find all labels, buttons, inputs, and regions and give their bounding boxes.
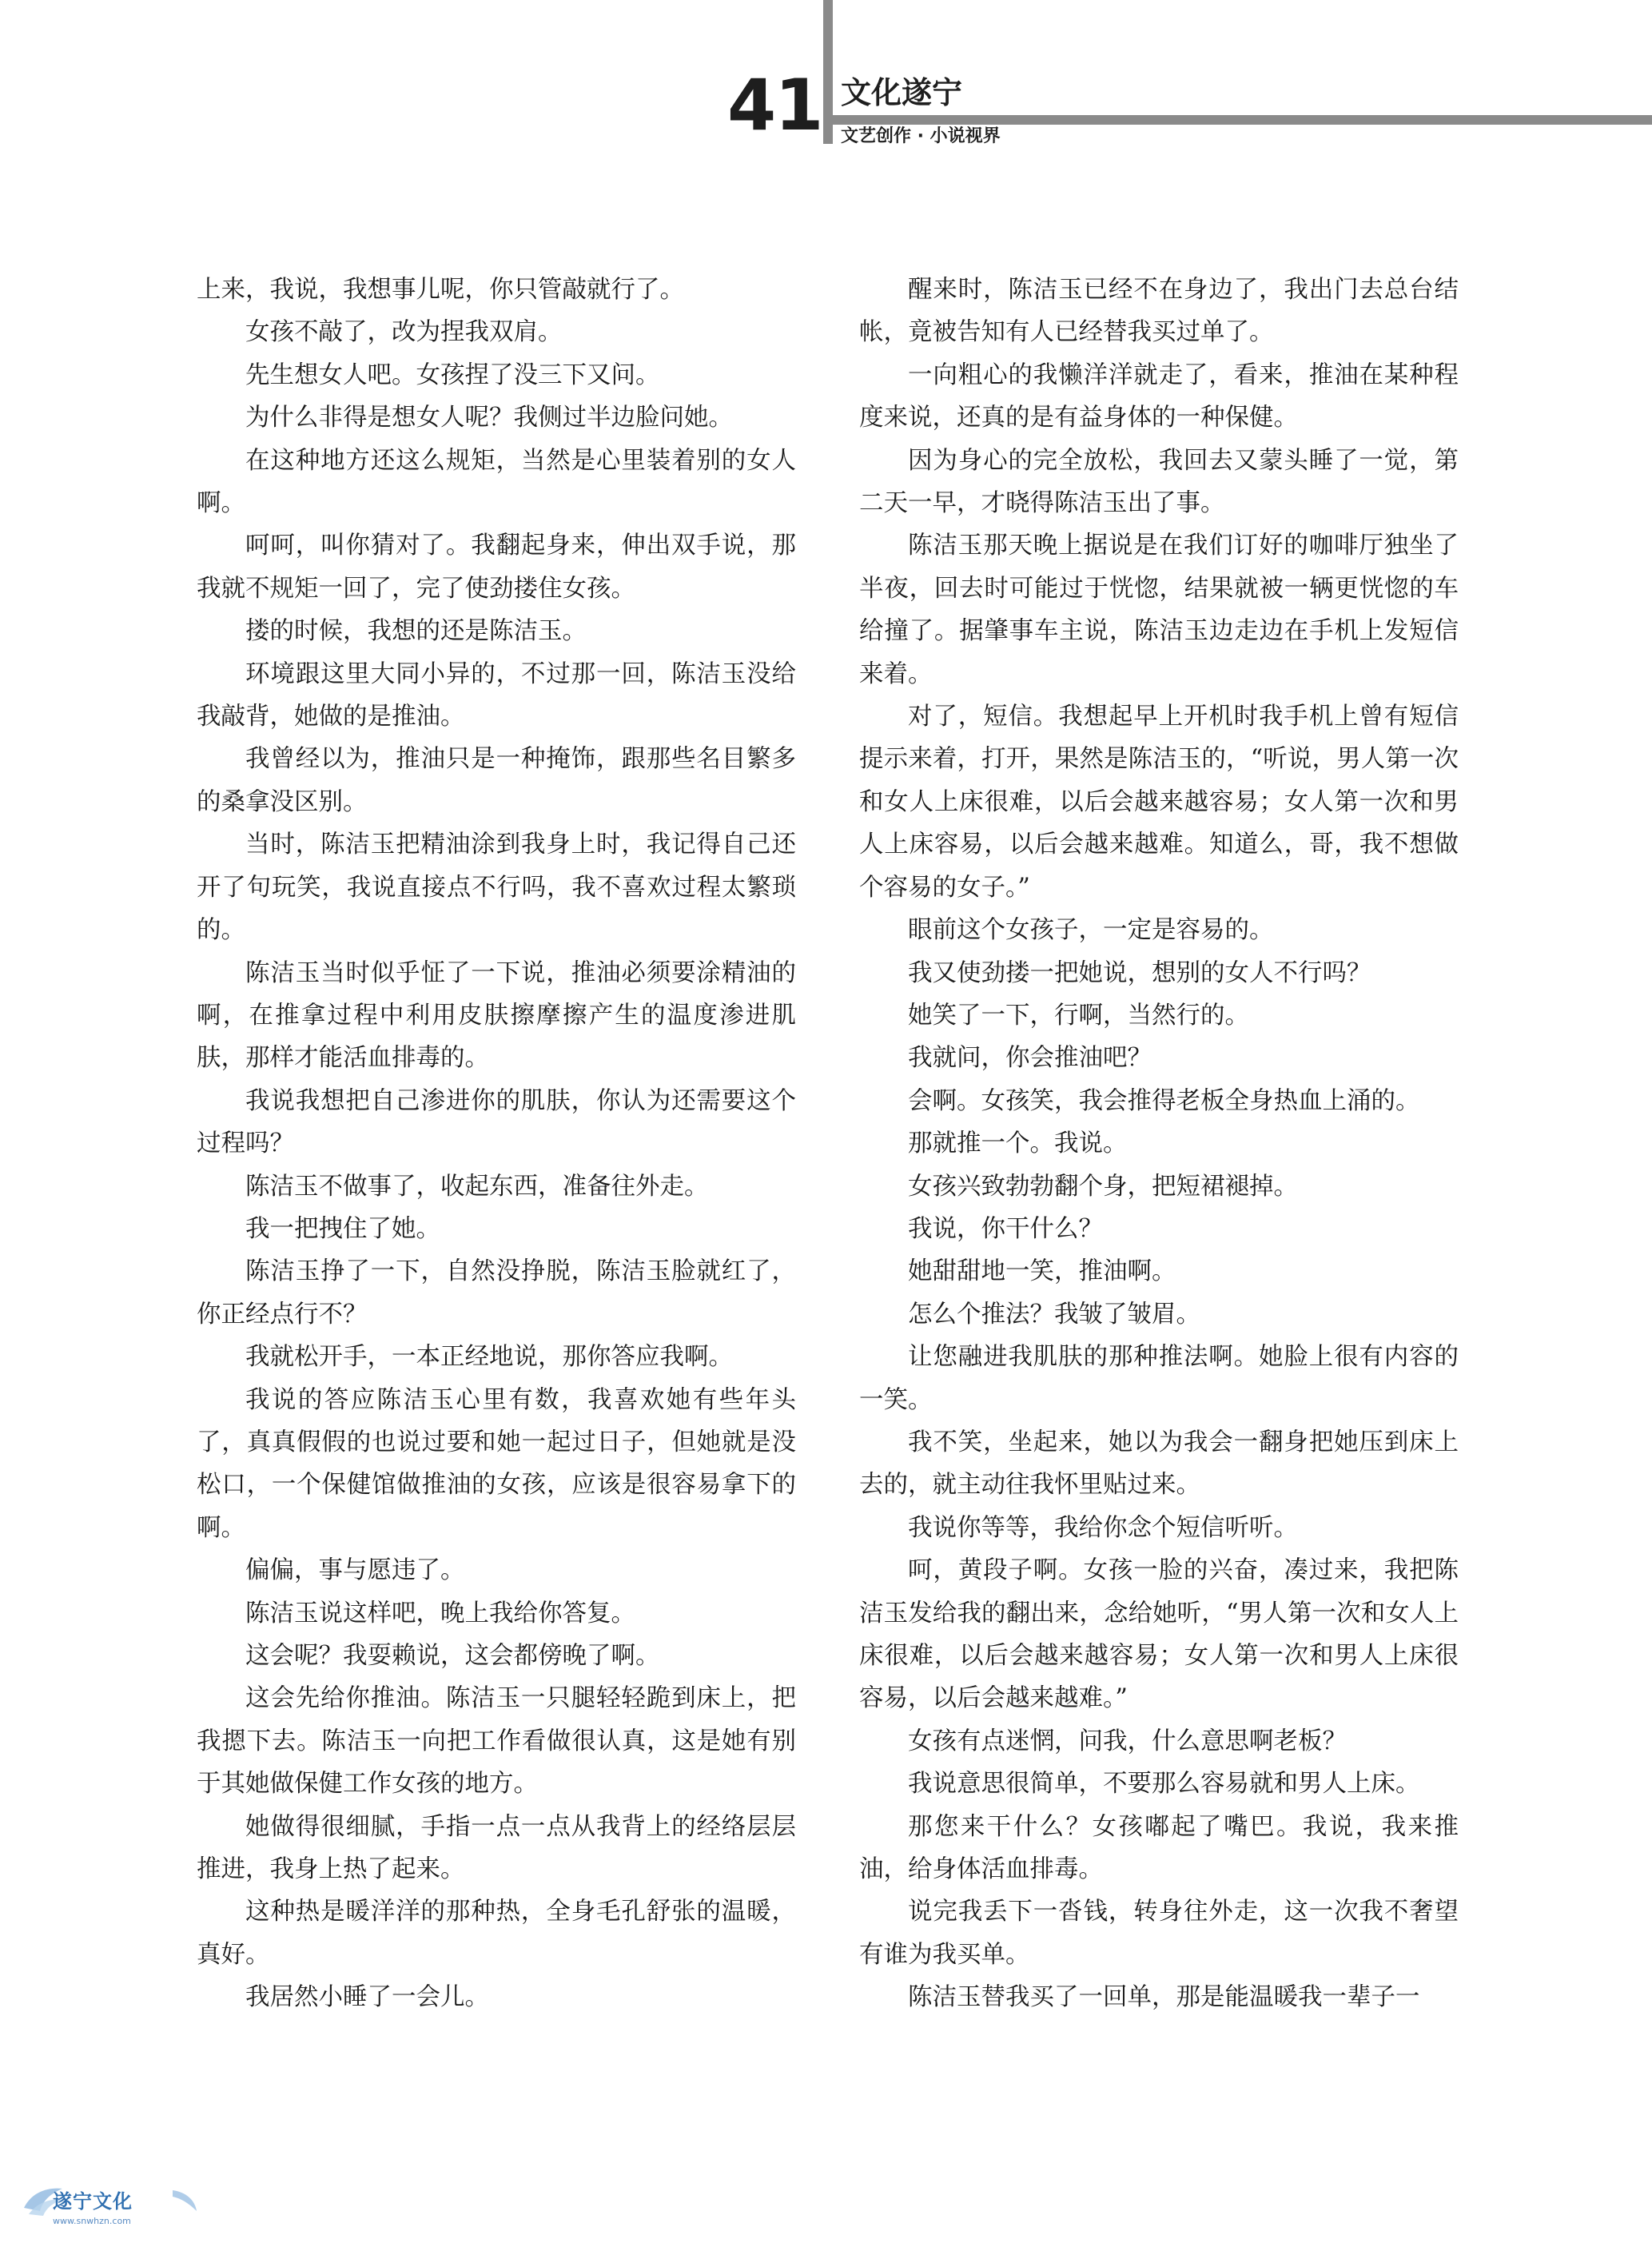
paragraph: 让您融进我肌肤的那种推法啊。她脸上很有内容的一笑。 — [859, 1343, 1459, 1414]
paragraph: 我曾经以为，推油只是一种掩饰，跟那些名目繁多的桑拿没区别。 — [197, 745, 796, 816]
paragraph: 先生想女人吧。女孩捏了没三下又问。 — [245, 361, 660, 389]
paragraph: 当时，陈洁玉把精油涂到我身上时，我记得自己还开了句玩笑，我说直接点不行吗，我不喜欢过程太繁琐的。 — [197, 831, 796, 945]
paragraph: 她笑了一下，行啊，当然行的。 — [908, 1001, 1249, 1030]
paragraph: 一向粗心的我懒洋洋就走了，看来，推油在某种程度来说，还真的是有益身体的一种保健。 — [859, 361, 1459, 432]
paragraph: 陈洁玉不做事了，收起东西，准备往外走。 — [245, 1172, 709, 1201]
paragraph: 偏偏，事与愿违了。 — [245, 1556, 465, 1585]
header-horizontal-rule — [823, 115, 1652, 125]
paragraph: 我说，你干什么？ — [908, 1214, 1103, 1243]
paragraph: 醒来时，陈洁玉已经不在身边了，我出门去总台结帐，竟被告知有人已经替我买过单了。 — [859, 276, 1459, 347]
paragraph: 陈洁玉挣了一下，自然没挣脱，陈洁玉脸就红了，你正经点行不？ — [197, 1257, 796, 1329]
paragraph: 对了，短信。我想起早上开机时我手机上曾有短信提示来着，打开，果然是陈洁玉的，“听说，男人第一次和女人上床很难，以后会越来越容易；女人第一次和男人上床容易，以后会越来越难。知道么，哥，我不想做个容易的女子。” — [859, 703, 1459, 902]
right-column — [859, 269, 1459, 2019]
paragraph: 我不笑，坐起来，她以为我会一翻身把她压到床上去的，就主动往我怀里贴过来。 — [859, 1428, 1459, 1500]
paragraph: 她做得很细腻，手指一点一点从我背上的经络层层推进，我身上热了起来。 — [197, 1812, 796, 1884]
paragraph: 眼前这个女孩子，一定是容易的。 — [908, 916, 1274, 945]
paragraph: 说完我丢下一沓钱，转身往外走，这一次我不奢望有谁为我买单。 — [859, 1898, 1459, 1969]
paragraph: 我说你等等，我给你念个短信听听。 — [908, 1513, 1298, 1542]
paragraph: 我说我想把自己渗进你的肌肤，你认为还需要这个过程吗？ — [197, 1086, 796, 1158]
logo-name: 遂宁文化 — [53, 2190, 133, 2213]
paragraph: 我一把拽住了她。 — [245, 1214, 440, 1243]
paragraph: 这会呢？我耍赖说，这会都傍晚了啊。 — [245, 1642, 660, 1670]
paragraph: 陈洁玉当时似乎怔了一下说，推油必须要涂精油的啊，在推拿过程中利用皮肤擦摩擦产生的温度渗进肌肤，那样才能活血排毒的。 — [197, 958, 796, 1073]
paragraph: 我居然小睡了一会儿。 — [245, 1983, 489, 2012]
paragraph: 因为身心的完全放松，我回去又蒙头睡了一觉，第二天一早，才晓得陈洁玉出了事。 — [859, 446, 1459, 518]
paragraph: 那您来干什么？女孩嘟起了嘴巴。我说，我来推油，给身体活血排毒。 — [859, 1812, 1459, 1884]
paragraph: 呵，黄段子啊。女孩一脸的兴奋，凑过来，我把陈洁玉发给我的翻出来，念给她听，“男人第一次和女人上床很难，以后会越来越容易；女人第一次和男人上床很容易，以后会越来越难。” — [859, 1556, 1459, 1713]
paragraph: 那就推一个。我说。 — [908, 1129, 1128, 1158]
page-number: 41 — [727, 64, 822, 146]
paragraph: 她甜甜地一笑，推油啊。 — [908, 1257, 1176, 1286]
paragraph: 陈洁玉替我买了一回单，那是能温暖我一辈子一 — [908, 1983, 1420, 2012]
paragraph: 女孩兴致勃勃翻个身，把短裙褪掉。 — [908, 1172, 1298, 1201]
paragraph: 这会先给你推油。陈洁玉一只腿轻轻跪到床上，把我摁下去。陈洁玉一向把工作看做很认真，这是她有别于其她做保健工作女孩的地方。 — [197, 1684, 796, 1799]
paragraph: 我说的答应陈洁玉心里有数，我喜欢她有些年头了，真真假假的也说过要和她一起过日子，但她就是没松口，一个保健馆做推油的女孩，应该是很容易拿下的啊。 — [197, 1385, 796, 1542]
paragraph: 在这种地方还这么规矩，当然是心里装着别的女人啊。 — [197, 446, 796, 518]
paragraph: 我说意思很简单，不要那么容易就和男人上床。 — [908, 1770, 1420, 1799]
paragraph: 这种热是暖洋洋的那种热，全身毛孔舒张的温暖，真好。 — [197, 1898, 796, 1969]
paragraph: 我就松开手，一本正经地说，那你答应我啊。 — [245, 1343, 733, 1372]
paragraph: 陈洁玉那天晚上据说是在我们订好的咖啡厅独坐了半夜，回去时可能过于恍惚，结果就被一辆更恍惚的车给撞了。据肇事车主说，陈洁玉边走边在手机上发短信来着。 — [859, 532, 1459, 688]
section-title: 文化遂宁 — [841, 75, 963, 110]
paragraph: 怎么个推法？我皱了皱眉。 — [908, 1300, 1200, 1329]
left-column — [197, 269, 796, 2019]
section-subtitle: 文艺创作 · 小说视界 — [841, 126, 1001, 146]
paragraph: 我就问，你会推油吧？ — [908, 1044, 1152, 1073]
paragraph: 会啊。女孩笑，我会推得老板全身热血上涌的。 — [908, 1086, 1420, 1115]
paragraph: 女孩有点迷惘，问我，什么意思啊老板？ — [908, 1727, 1347, 1755]
paragraph: 陈洁玉说这样吧，晚上我给你答复。 — [245, 1599, 635, 1627]
paragraph: 我又使劲搂一把她说，想别的女人不行吗？ — [908, 958, 1371, 987]
paragraph: 环境跟这里大同小异的，不过那一回，陈洁玉没给我敲背，她做的是推油。 — [197, 659, 796, 731]
logo-url: www.snwhzn.com — [53, 2216, 131, 2226]
paragraph: 为什么非得是想女人呢？我侧过半边脸问她。 — [245, 404, 733, 432]
paragraph: 呵呵，叫你猜对了。我翻起身来，伸出双手说，那我就不规矩一回了，完了使劲搂住女孩。 — [197, 532, 796, 603]
paragraph: 女孩不敲了，改为捏我双肩。 — [245, 318, 563, 347]
paragraph: 上来，我说，我想事儿呢，你只管敲就行了。 — [197, 276, 684, 304]
paragraph: 搂的时候，我想的还是陈洁玉。 — [245, 617, 587, 646]
